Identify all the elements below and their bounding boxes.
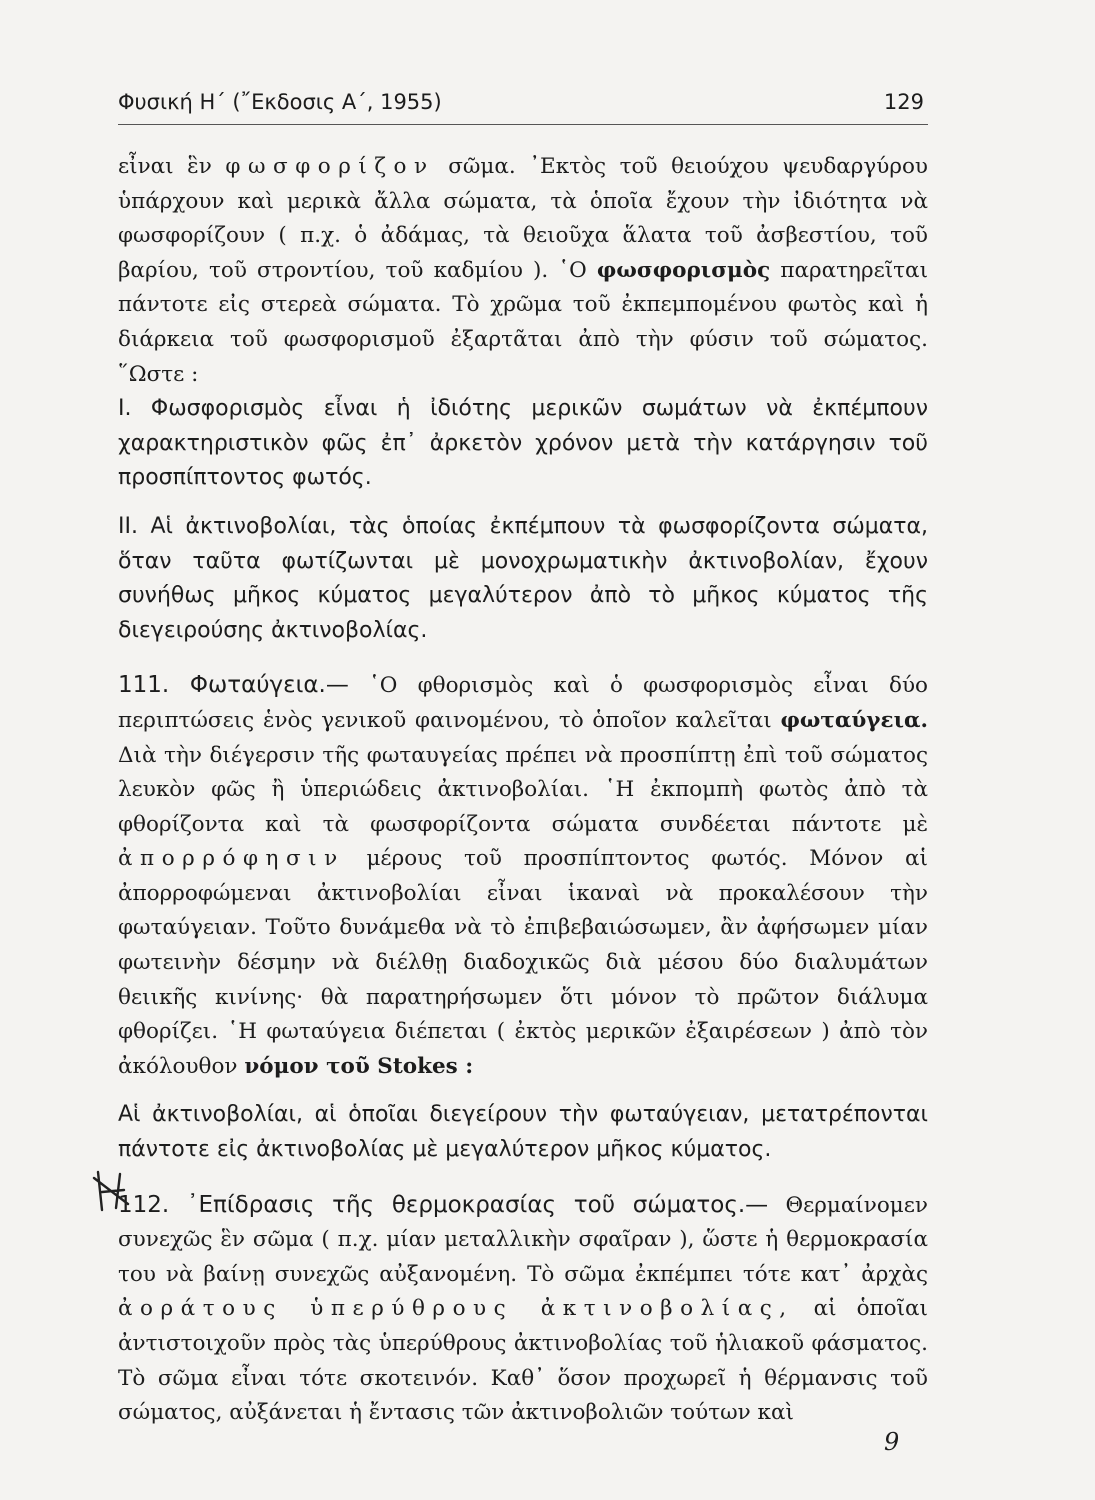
rule-one: I. Φωσφορισμὸς εἶναι ἡ ἰδιότης μερικῶν σωμάτων νὰ ἐκπέμπουν χαρακτηριστικὸν φῶς ἐπ᾽ ἀρκετὸν χρόνον μετὰ τὴν κατάργησιν τοῦ προσπίπτοντος φωτός. (118, 396, 928, 491)
stokes-law: Αἱ ἀκτινοβολίαι, αἱ ὁποῖαι διεγείρουν τὴν φωταύγειαν, μετατρέπονται πάντοτε εἰς ἀκτινοβολίας μὲ μεγαλύτερον μῆκος κύματος. (118, 1102, 928, 1163)
text-run: αἱ ὁποῖαι ἀντιστοιχοῦν πρὸς τὰς ὑπερύθρους ἀκτινοβολίας τοῦ ἡλιακοῦ φάσματος. Τὸ σῶμα εἶναι τότε σκοτεινόν. Καθ᾽ ὅσον προχωρεῖ ἡ θέρμανσις τοῦ σώματος, αὐξάνεται ἡ ἔντασις τῶν ἀκτινοβολιῶν τούτων καὶ (118, 1296, 928, 1426)
section-111 (118, 668, 928, 1084)
rule-two: II. Αἱ ἀκτινοβολίαι, τὰς ὁποίας ἐκπέμπουν τὰ φωσφορίζοντα σώματα, ὅταν ταῦτα φωτίζωνται μὲ μονοχρωματικὴν ἀκτινοβολίαν, ἔχουν συνήθως μῆκος κύματος μεγαλύτερον ἀπὸ τὸ μῆκος κύματος τῆς διεγειρούσης ἀκτινοβολίας. (118, 513, 928, 643)
text-run: Διὰ τὴν διέγερσιν τῆς φωταυγείας πρέπει νὰ προσπίπτῃ ἐπὶ τοῦ σώματος λευκὸν φῶς ἢ ὑπεριώδεις ἀκτινοβολίαι. ῾Η ἐκπομπὴ φωτὸς ἀπὸ τὰ φθορίζοντα καὶ τὰ φωσφορίζοντα σώματα συνδέεται πάντοτε μὲ (118, 742, 928, 837)
paragraph-phosphorescence (118, 150, 928, 392)
section-112-title: 112. ᾽Επίδρασις τῆς θερμοκρασίας τοῦ σώματος.— (118, 1191, 769, 1218)
emphasized-term: ἀπορρόφησιν (118, 846, 345, 872)
text-run: εἶναι ἓν (118, 154, 212, 179)
signature-number: 9 (884, 1428, 900, 1456)
section-111-title: 111. Φωταύγεια.— (118, 672, 349, 699)
text-run: παρατηρεῖται πάντοτε εἰς στερεὰ σώματα. Τὸ χρῶμα τοῦ ἐκπεμπομένου φωτὸς καὶ ἡ διάρκεια τοῦ φωσφορισμοῦ ἐξαρτᾶται ἀπὸ τὴν φύσιν τοῦ σώματος. ῞Ωστε : (118, 257, 928, 387)
text-run: Θερμαίνομεν συνεχῶς ἓν σῶμα ( π.χ. μίαν μεταλλικὴν σφαῖραν ), ὥστε ἡ θερμοκρασία του νὰ βαίνῃ συνεχῶς αὐξανομένη. Τὸ σῶμα ἐκπέμπει τότε κατ᾽ ἀρχὰς (118, 1192, 928, 1287)
text-run: μέρους τοῦ προσπίπτοντος φωτός. Μόνον αἱ ἀπορροφώμεναι ἀκτινοβολίαι εἶναι ἱκαναὶ νὰ προκαλέσουν τὴν φωταύγειαν. Τοῦτο δυνάμεθα νὰ τὸ ἐπιβεβαιώσωμεν, ἂν ἀφήσωμεν μίαν φωτεινὴν δέσμην νὰ διέλθῃ διαδοχικῶς διὰ μέσου δύο διαλυμάτων θειικῆς κινίνης· θὰ παρατηρήσωμεν ὅτι μόνον τὸ πρῶτον διάλυμα φθορίζει. ῾Η φωταύγεια διέπεται ( ἐκτὸς μερικῶν ἐξαιρέσεων ) ἀπὸ τὸν ἀκόλουθον (118, 846, 928, 1079)
section-112 (118, 1188, 928, 1431)
emphasized-term: φωσφορίζον (225, 154, 435, 179)
running-title: Φυσική Η΄ (῎Εκδοσις Α΄, 1955) (118, 90, 442, 114)
page-number: 129 (883, 90, 924, 114)
handwritten-margin-mark (88, 1168, 134, 1214)
text-run: ῾Ο φθορισμὸς καὶ ὁ φωσφορισμὸς εἶναι δύο περιπτώσεις ἑνὸς γενικοῦ φαινομένου, τὸ ὁποῖον καλεῖται (118, 673, 928, 733)
text-run: σῶμα. ᾽Εκτὸς τοῦ θειούχου ψευδαργύρου ὑπάρχουν καὶ μερικὰ ἄλλα σώματα, τὰ ὁποῖα ἔχουν τὴν ἰδιότητα νὰ φωσφορίζουν ( π.χ. ὁ ἀδάμας, τὰ θειοῦχα ἅλατα τοῦ ἀσβεστίου, τοῦ βαρίου, τοῦ στροντίου, τοῦ καδμίου ). ῾Ο (118, 154, 928, 283)
stokes-law-label: νόμον τοῦ Stokes : (244, 1053, 474, 1079)
page-body (118, 150, 928, 1431)
running-header (118, 84, 928, 125)
bold-term: φωσφορισμὸς (596, 257, 771, 283)
bold-term: φωταύγεια. (780, 707, 929, 733)
emphasized-term: ἀοράτους ὑπερύθρους ἀκτινοβολίας, (118, 1296, 794, 1322)
